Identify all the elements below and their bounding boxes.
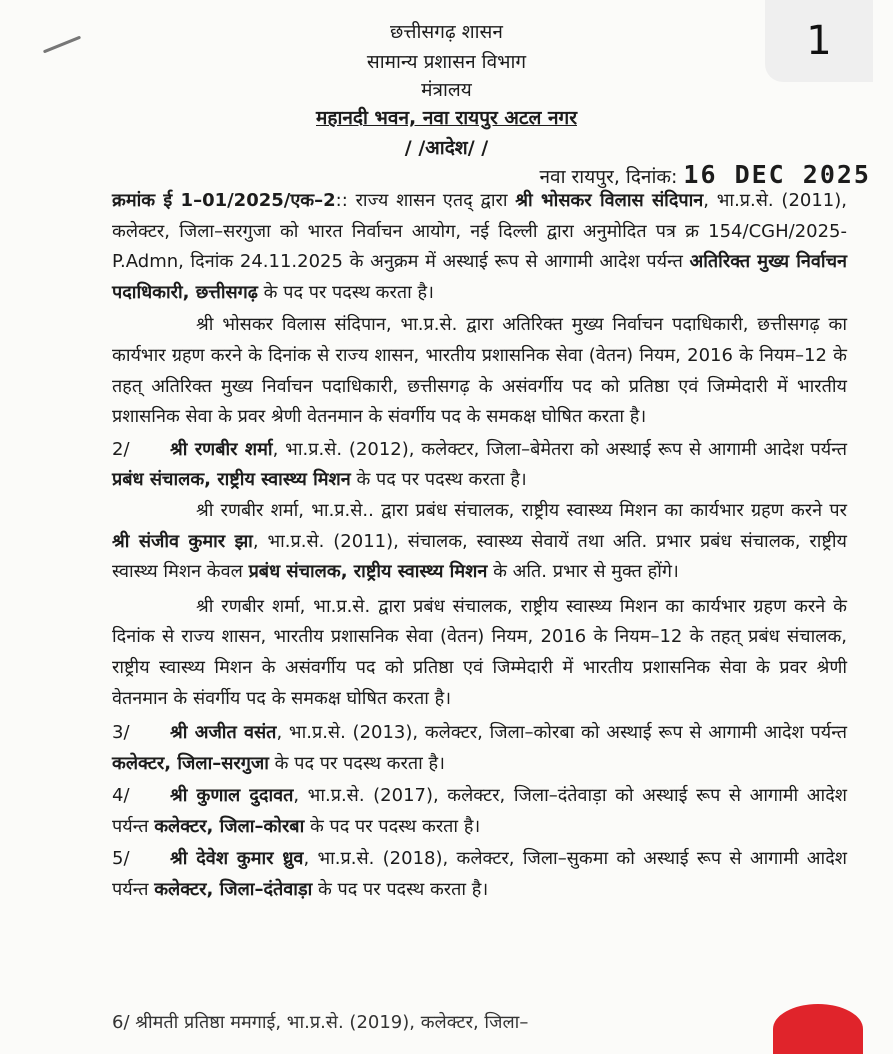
paragraph-6 (112, 718, 847, 779)
text: , भा.प्र.से. (2018), कलेक्टर, जिला–सुकमा को अस्थाई रूप से आगामी आदेश पर्यन्त (112, 848, 847, 901)
text: :: राज्य शासन एतद् द्वारा (335, 190, 516, 211)
text: के पद पर पदस्थ करता है। (304, 815, 481, 837)
post-name: अतिरिक्त मुख्य निर्वाचन पदाधिकारी, छत्तीसगढ़ (112, 251, 847, 303)
page-number: 1 (765, 0, 873, 82)
text: , भा.प्र.से. (2012), कलेक्टर, जिला–बेमेतरा को अस्थाई रूप से आगामी आदेश पर्यन्त (272, 438, 847, 460)
officer-name: श्री कुणाल दुदावत (170, 785, 294, 807)
text: के पद पर पदस्थ करता है। (268, 752, 445, 774)
header-department: सामान्य प्रशासन विभाग (366, 51, 527, 73)
text: के पद पर पदस्थ करता है। (350, 469, 527, 491)
header-government: छत्तीसगढ़ शासन (390, 21, 503, 43)
paragraph-5: श्री रणबीर शर्मा, भा.प्र.से. द्वारा प्रबंध संचालक, राष्ट्रीय स्वास्थ्य मिशन का कार्यभार ग्रहण करने के दिनांक से राज्य शासन, भारतीय प्रशासनिक सेवा (वेतन) नियम, 2016 के नियम–12 के तहत् प्रबंध संचालक, राष्ट्रीय स्वास्थ्य मिशन के असंवर्गीय पद को प्रतिष्ठा एवं जिम्मेदारी में भारतीय प्रशासनिक सेवा के प्रवर श्रेणी वेतनमान के संवर्गीय पद के समकक्ष घोषित करता है। (112, 595, 847, 709)
item-number: 3/ (112, 722, 130, 744)
post-name: प्रबंध संचालक, राष्ट्रीय स्वास्थ्य मिशन (112, 469, 351, 491)
paragraph-3 (112, 435, 847, 496)
post-name: कलेक्टर, जिला–सरगुजा (112, 752, 269, 774)
order-number: क्रमांक ई 1–01/2025/एक–2 (112, 190, 336, 211)
paragraph-4 (112, 496, 847, 588)
text: श्री रणबीर शर्मा, भा.प्र.से.. द्वारा प्रबंध संचालक, राष्ट्रीय स्वास्थ्य मिशन का कार्यभार ग्रहण करने पर (196, 499, 847, 521)
officer-name: श्री भोसकर विलास संदिपान (515, 190, 704, 211)
paragraph-7 (112, 781, 847, 842)
header-ministry: मंत्रालय (421, 79, 472, 101)
dateline (539, 160, 871, 189)
red-seal (773, 1004, 863, 1054)
paragraph-8 (112, 844, 847, 905)
text: , भा.प्र.से. (2013), कलेक्टर, जिला–कोरबा को अस्थाई रूप से आगामी आदेश पर्यन्त (276, 722, 847, 744)
item-number: 5/ (112, 848, 130, 870)
post-name: कलेक्टर, जिला–कोरबा (154, 815, 305, 837)
paragraph-2: श्री भोसकर विलास संदिपान, भा.प्र.से. द्वारा अतिरिक्त मुख्य निर्वाचन पदाधिकारी, छत्तीसगढ़ का कार्यभार ग्रहण करने के दिनांक से राज्य शासन, भारतीय प्रशासनिक सेवा (वेतन) नियम, 2016 के नियम–12 के तहत् अतिरिक्त मुख्य निर्वाचन पदाधिकारी, छत्तीसगढ़ के असंवर्गीय पद को प्रतिष्ठा एवं जिम्मेदारी में भारतीय प्रशासनिक सेवा के प्रवर श्रेणी वेतनमान के संवर्गीय पद के समकक्ष घोषित करता है। (112, 314, 847, 428)
text: , भा.प्र.से. (2011), संचालक, स्वास्थ्य सेवायें तथा अति. प्रभार प्रबंध संचालक, राष्ट्रीय स्वास्थ्य मिशन केवल (112, 530, 847, 583)
officer-name: श्री संजीव कुमार झा (112, 530, 253, 552)
dateline-label: नवा रायपुर, दिनांक: (539, 166, 678, 188)
text: , भा.प्र.से. (2017), कलेक्टर, जिला–दंतेवाड़ा को अस्थाई रूप से आगामी आदेश पर्यन्त (112, 785, 847, 837)
post-name: कलेक्टर, जिला–दंतेवाड़ा (154, 879, 313, 901)
item-number: 2/ (112, 438, 130, 460)
item-number: 4/ (112, 785, 130, 807)
cut-off-line: 6/ श्रीमती प्रतिष्ठा ममगाई, भा.प्र.से. (2019), कलेक्टर, जिला– (112, 1012, 529, 1033)
text: के अति. प्रभार से मुक्त होंगे। (487, 561, 679, 583)
header-order-title: / /आदेश/ / (404, 137, 489, 159)
officer-name: श्री रणबीर शर्मा (170, 438, 273, 460)
post-name: प्रबंध संचालक, राष्ट्रीय स्वास्थ्य मिशन (248, 561, 488, 583)
header-address: महानदी भवन, नवा रायपुर अटल नगर (316, 107, 577, 129)
officer-name: श्री देवेश कुमार ध्रुव (170, 848, 304, 870)
text: के पद पर पदस्थ करता है। (312, 879, 489, 901)
order-body (112, 186, 847, 906)
paragraph-1 (112, 186, 847, 308)
date-stamp: 16 DEC 2025 (683, 160, 871, 189)
text: , भा.प्र.से. (2011), कलेक्टर, जिला–सरगुजा को भारत निर्वाचन आयोग, नई दिल्ली द्वारा अनुमोदित पत्र क्र 154/CGH/2025-P.Admn, दिनांक 24.11.2025 के अनुक्रम में अस्थाई रूप से आगामी आदेश पर्यन्त (112, 190, 847, 273)
officer-name: श्री अजीत वसंत (170, 722, 277, 744)
text: के पद पर पदस्थ करता है। (257, 281, 434, 303)
